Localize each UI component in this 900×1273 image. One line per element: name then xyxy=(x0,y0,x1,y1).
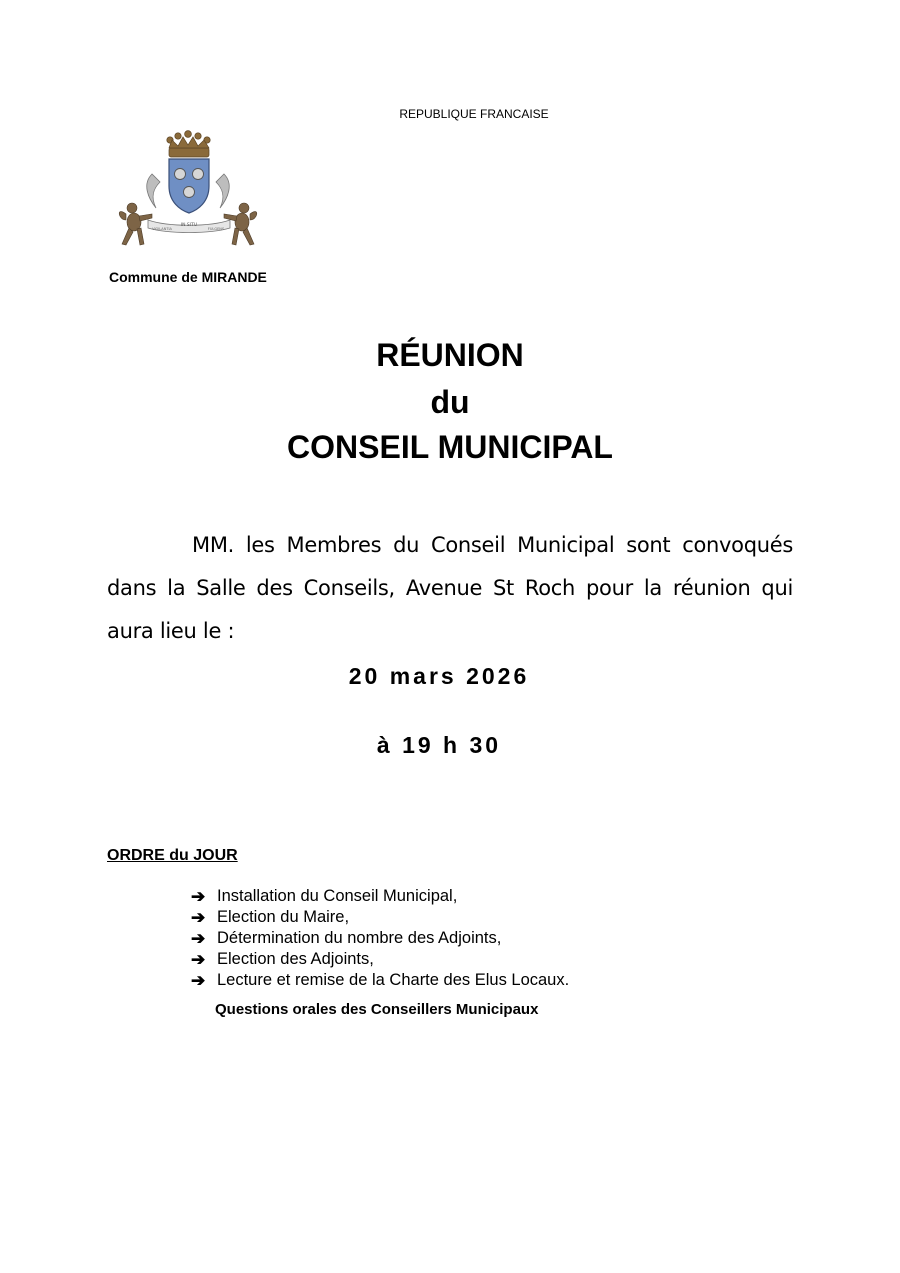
agenda-item xyxy=(191,928,569,949)
agenda-item-label: Détermination du nombre des Adjoints, xyxy=(217,929,502,947)
agenda-item-label: Lecture et remise de la Charte des Elus Locaux. xyxy=(217,971,570,989)
agenda-item-label: Installation du Conseil Municipal, xyxy=(217,887,458,905)
arrow-right-icon: ➔ xyxy=(191,887,206,906)
commune-name: Commune de MIRANDE xyxy=(109,269,267,285)
agenda-item xyxy=(191,970,569,991)
arrow-right-icon: ➔ xyxy=(191,950,206,969)
meeting-time: à 19 h 30 xyxy=(376,732,502,758)
agenda-list xyxy=(191,886,569,991)
title-line-du: du xyxy=(430,384,470,420)
arrow-right-icon: ➔ xyxy=(191,929,206,948)
agenda-item xyxy=(191,886,569,907)
agenda-item-label: Election du Maire, xyxy=(217,908,350,926)
crest-words-left: VIGILANTIA xyxy=(152,227,172,231)
republique-francaise-label: REPUBLIQUE FRANCAISE xyxy=(399,107,549,121)
questions-orales: Questions orales des Conseillers Municipaux xyxy=(215,1001,539,1018)
agenda-item-label: Election des Adjoints, xyxy=(217,950,374,968)
agenda-item xyxy=(191,949,569,970)
crest-words-right: FULGENS xyxy=(207,227,225,231)
arrow-right-icon: ➔ xyxy=(191,908,206,927)
agenda-item xyxy=(191,907,569,928)
meeting-date: 20 mars 2026 xyxy=(348,663,530,689)
mirande-coat-of-arms-logo xyxy=(112,128,264,252)
agenda-heading: ORDRE du JOUR xyxy=(107,847,238,864)
crest-motto: IN SITU xyxy=(180,223,198,228)
convocation-paragraph: MM. les Membres du Conseil Municipal sont convoqués dans la Salle des Conseils, Avenue St Roch pour la réunion qui aura lieu le : xyxy=(107,533,793,643)
arrow-right-icon: ➔ xyxy=(191,971,206,990)
title-line-reunion: RÉUNION xyxy=(376,337,524,373)
title-line-conseil-municipal: CONSEIL MUNICIPAL xyxy=(287,429,613,465)
